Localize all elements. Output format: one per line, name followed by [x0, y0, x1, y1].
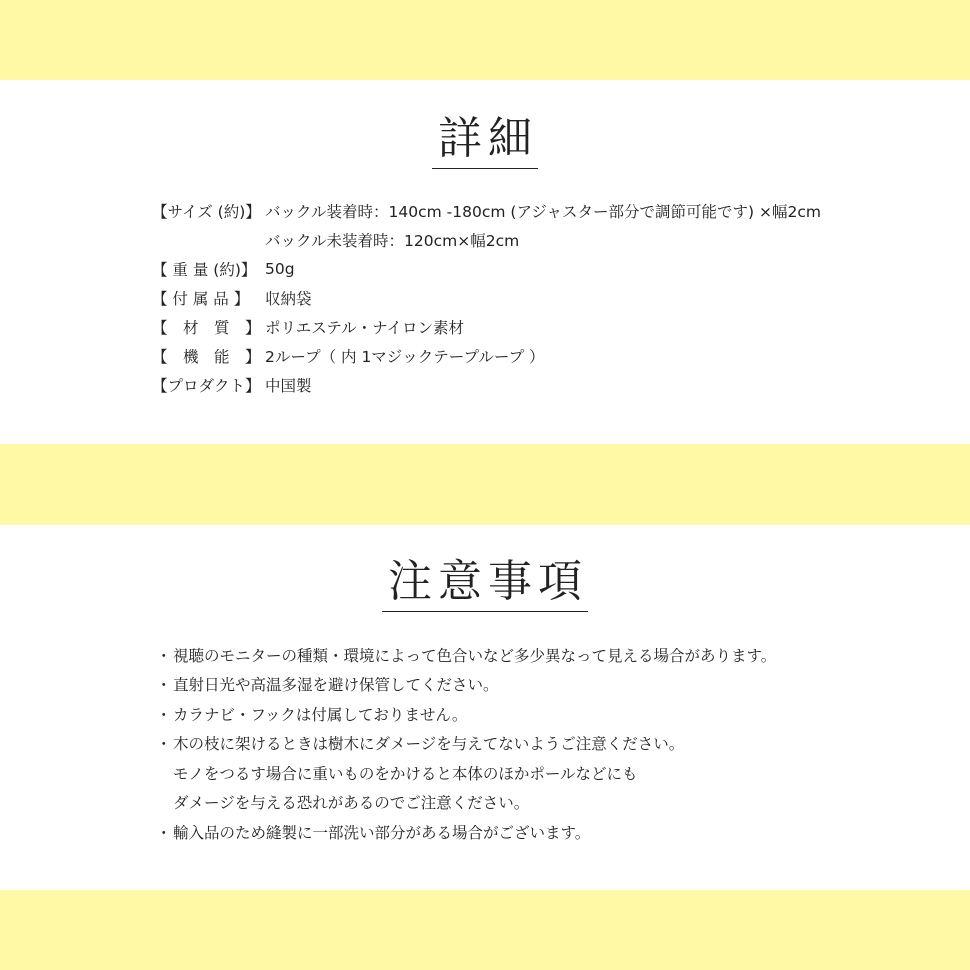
notes-title: 注意事項 — [382, 557, 588, 612]
spec-label: 【 重 量 (約)】 — [152, 260, 257, 279]
spec-value: バックル装着時：140cm -180cm (アジャスター部分で調節可能です) ×幅2cm — [265, 202, 821, 221]
details-heading — [0, 114, 970, 169]
spec-label: 【サイズ (約)】 — [152, 202, 261, 221]
bullet: ・ — [156, 646, 172, 665]
spec-value: 50g — [265, 259, 295, 278]
note-text: ダメージを与える恐れがあるのでご注意ください。 — [173, 794, 530, 813]
notes-list — [156, 640, 776, 847]
spec-row-size — [152, 196, 821, 225]
middle-yellow-band — [0, 444, 970, 525]
spec-value: 収納袋 — [265, 289, 312, 308]
spec-table — [152, 196, 821, 399]
spec-value: バックル未装着時：120cm×幅2cm — [265, 231, 520, 250]
note-text: カラナビ・フックは付属しておりません。 — [173, 705, 468, 724]
spec-row-size-2 — [152, 225, 821, 254]
spec-label: 【プロダクト】 — [152, 376, 261, 395]
note-text: 直射日光や高温多湿を避け保管してください。 — [173, 676, 499, 695]
list-item-continuation — [156, 788, 776, 818]
note-text: 視聴のモニターの種類・環境によって色合いなど多少異なって見える場合があります。 — [173, 646, 777, 665]
list-item — [156, 640, 776, 670]
bullet: ・ — [156, 705, 172, 724]
list-item — [156, 817, 776, 847]
spec-value: ポリエステル・ナイロン素材 — [265, 318, 465, 337]
note-text: モノをつるす場合に重いものをかけると本体のほかポールなどにも — [173, 764, 638, 783]
note-text: 木の枝に架けるときは樹木にダメージを与えてないようご注意ください。 — [173, 735, 685, 754]
spec-row-origin — [152, 370, 821, 399]
spec-label: 【 付 属 品 】 — [152, 289, 250, 308]
list-item-continuation — [156, 758, 776, 788]
list-item — [156, 699, 776, 729]
spec-row-function — [152, 341, 821, 370]
note-text: 輸入品のため縫製に一部洗い部分がある場合がございます。 — [173, 823, 591, 842]
bullet: ・ — [156, 676, 172, 695]
spec-row-material — [152, 312, 821, 341]
list-item — [156, 729, 776, 759]
bottom-yellow-band — [0, 890, 970, 970]
bullet: ・ — [156, 823, 172, 842]
notes-heading — [0, 557, 970, 612]
spec-row-weight — [152, 254, 821, 283]
bullet: ・ — [156, 735, 172, 754]
list-item — [156, 670, 776, 700]
spec-value: 2ループ（ 内 1マジックテープループ ） — [265, 347, 545, 366]
details-title: 詳細 — [432, 114, 538, 169]
spec-label: 【 材 質 】 — [152, 318, 261, 337]
top-yellow-band — [0, 0, 970, 80]
spec-row-accessories — [152, 283, 821, 312]
spec-label: 【 機 能 】 — [152, 347, 261, 366]
spec-value: 中国製 — [265, 376, 312, 395]
